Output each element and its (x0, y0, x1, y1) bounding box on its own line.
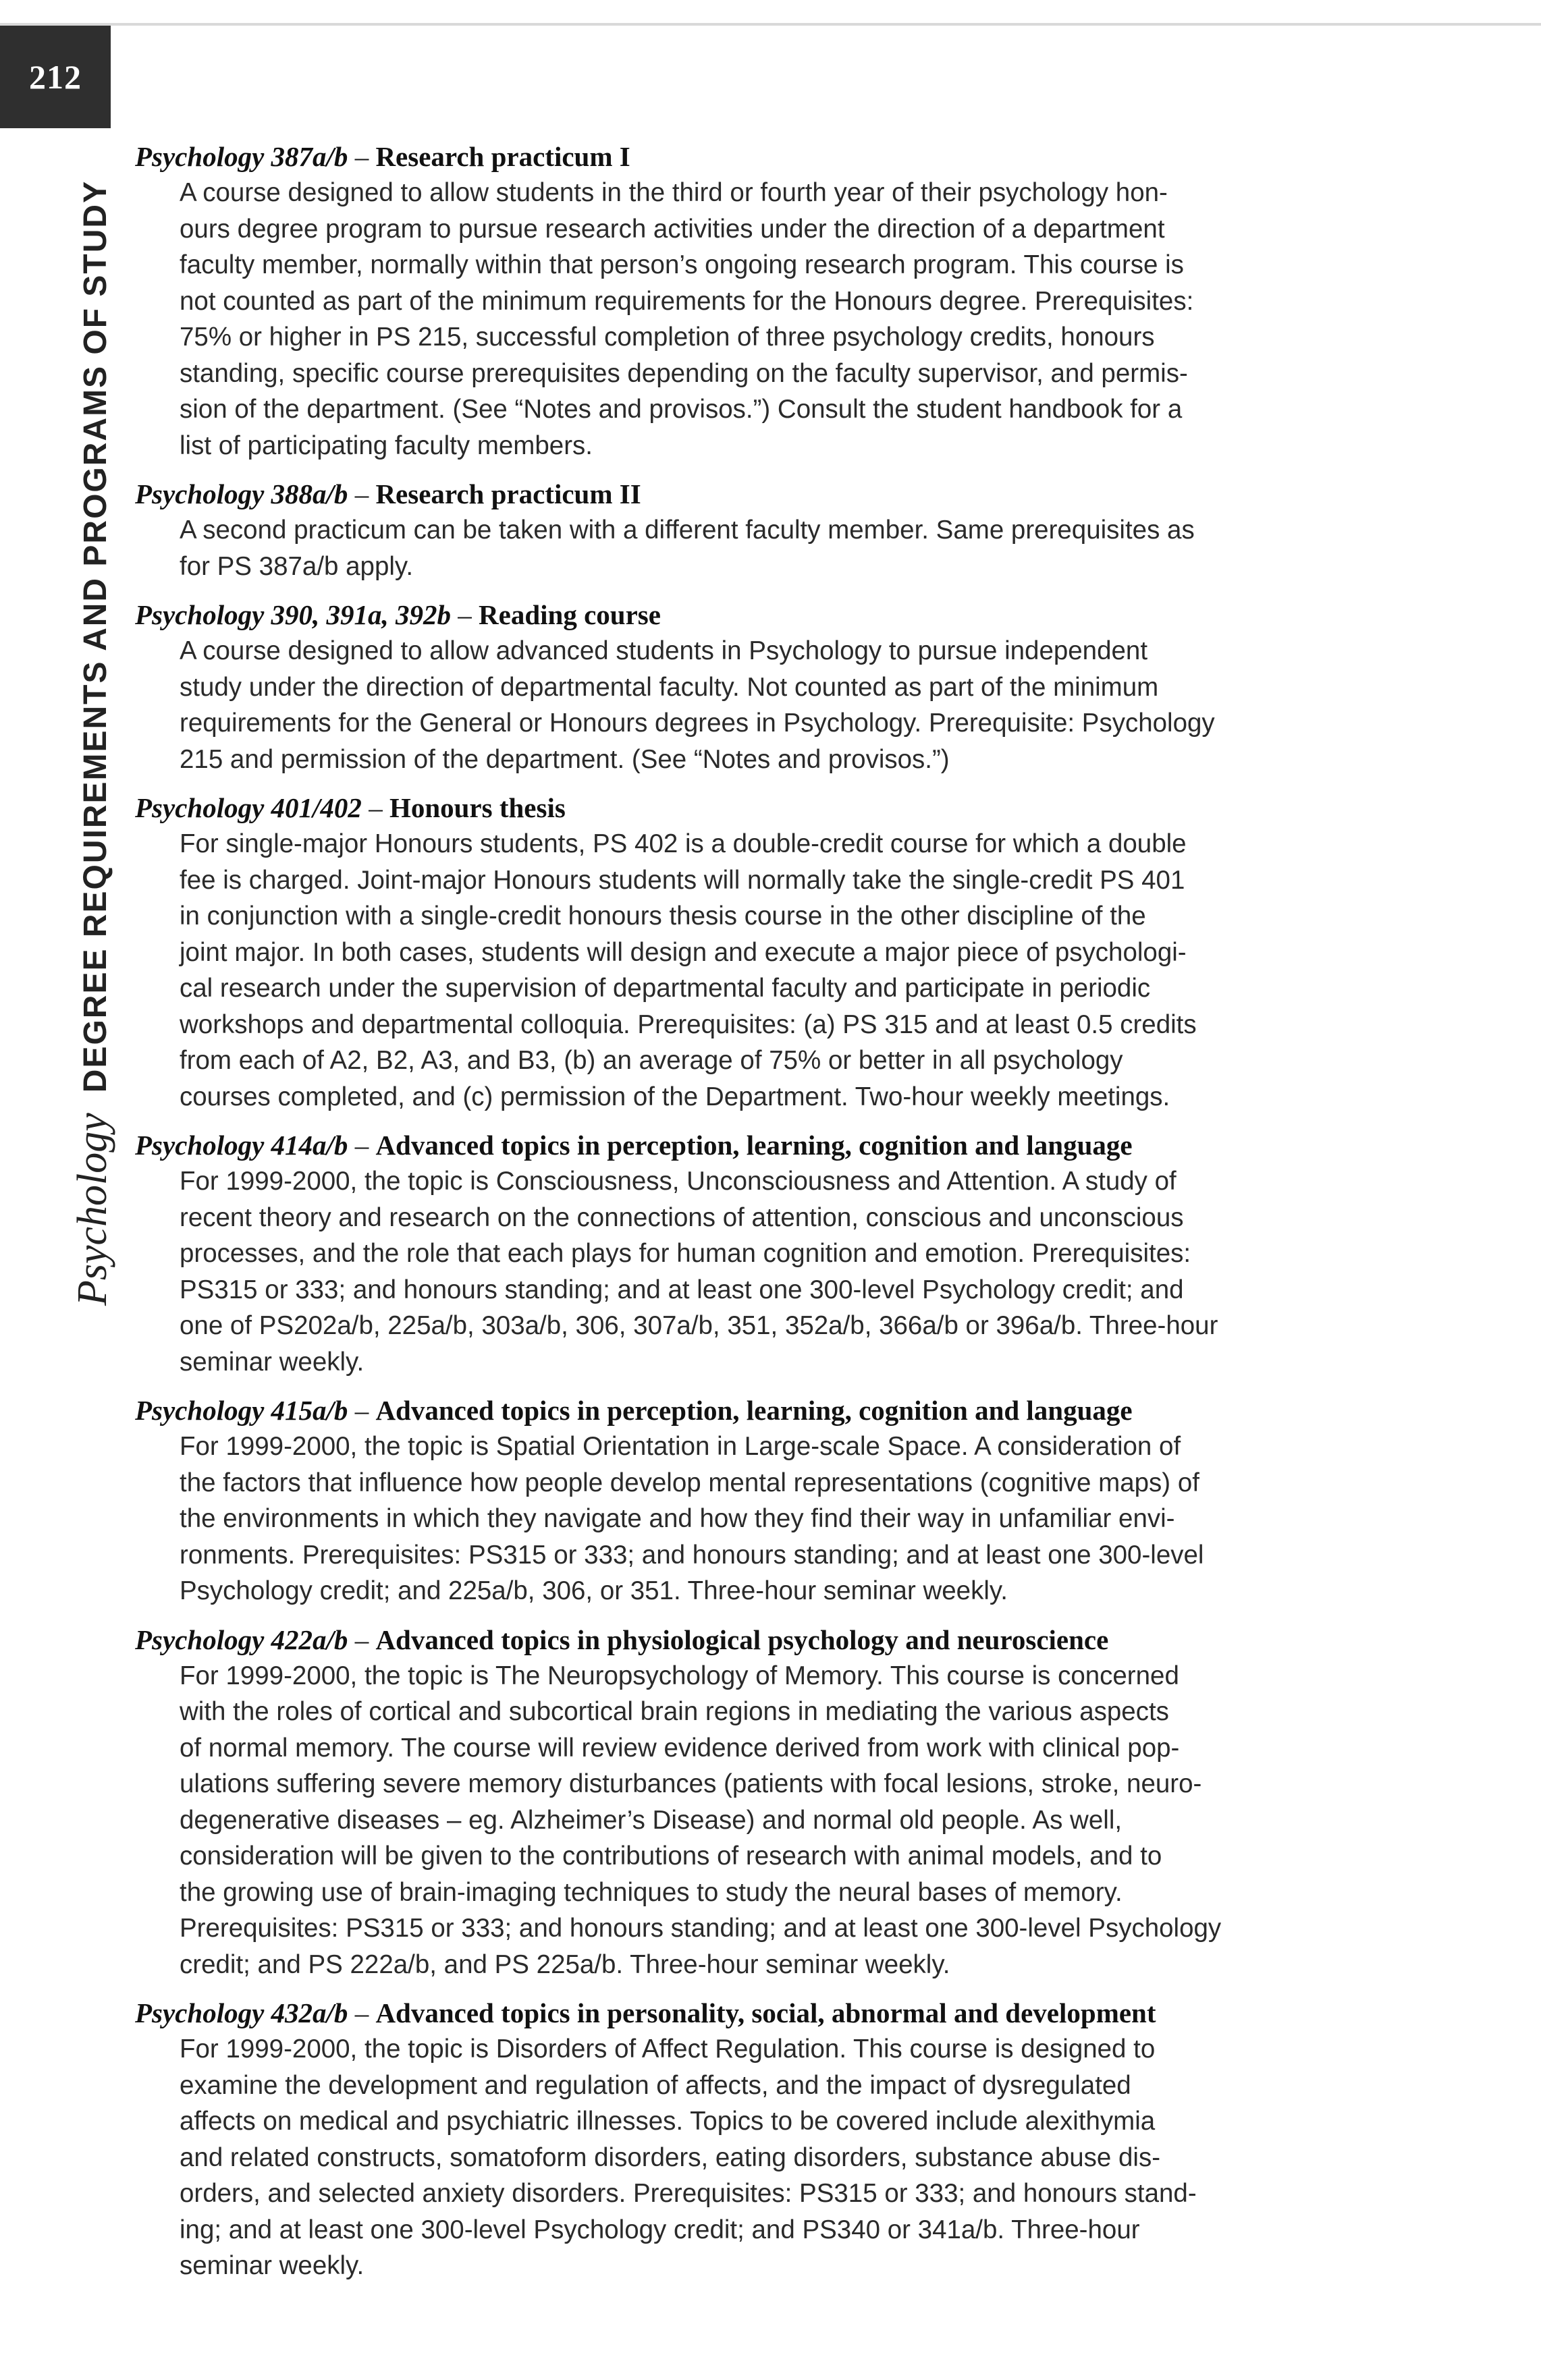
course-title: Honours thesis (389, 792, 566, 823)
course-list (135, 138, 1397, 2296)
course-entry (135, 476, 1397, 584)
course-heading (135, 476, 1397, 512)
course-title: Reading course (479, 599, 661, 630)
course-description: For single-major Honours students, PS 402 is a double-credit course for which a double fee is charged. Joint-major Honours students will normally take the single-credit PS 401 in conjunction with a single-credit honours thesis course in the other discipline of the joint major. In both cases, students will design and execute a major piece of psychologi- cal research under the supervision of departmental faculty and participate in periodic workshops and departmental colloquia. Prerequisites: (a) PS 315 and at least 0.5 credits from each of A2, B2, A3, and B3, (b) an average of 75% or better in all psychology courses completed, and (c) permission of the Department. Two-hour weekly meetings. (180, 829, 1197, 1111)
heading-dash: – (369, 792, 383, 823)
course-entry (135, 597, 1397, 777)
course-heading (135, 1392, 1397, 1429)
course-description: A second practicum can be taken with a different faculty member. Same prerequisites as for PS 387a/b apply. (180, 516, 1195, 581)
course-entry (135, 1392, 1397, 1609)
heading-dash: – (354, 1997, 369, 2028)
course-description: A course designed to allow advanced students in Psychology to pursue independent study under the direction of departmental faculty. Not counted as part of the minimum requirements for the General or Honours degrees in Psychology. Prerequisite: Psychology 215 and permission of the department. (See “Notes and provisos.”) (180, 636, 1215, 774)
course-description: For 1999-2000, the topic is The Neuropsychology of Memory. This course is concerned with the roles of cortical and subcortical brain regions in mediating the various aspects of normal memory. The course will review evidence derived from work with clinical pop- ulations suffering severe memory disturbances (patients with focal lesions, stroke, neuro- degenerative diseases – eg. Alzheimer’s Disease) and normal old people. As well, consideration will be given to the contributions of research with animal models, and to the growing use of brain-imaging techniques to study the neural bases of memory. Prerequisites: PS315 or 333; and honours standing; and at least one 300-level Psychology credit; and PS 222a/b, and PS 225a/b. Three-hour seminar weekly. (180, 1661, 1222, 1979)
course-description: For 1999-2000, the topic is Disorders of Affect Regulation. This course is designed to examine the development and regulation of affects, and the impact of dysregulated affects on medical and psychiatric illnesses. Topics to be covered include alexithymia and related constructs, somatoform disorders, eating disorders, substance abuse dis- orders, and selected anxiety disorders. Prerequisites: PS315 or 333; and honours stand- ing; and at least one 300-level Psychology credit; and PS340 or 341a/b. Three-hour seminar weekly. (180, 2035, 1197, 2280)
course-heading (135, 1127, 1397, 1163)
course-description: A course designed to allow students in the third or fourth year of their psychology hon- ours degree program to pursue research activities under the direction of a department faculty member, normally within that person’s ongoing research program. This course is not counted as part of the minimum requirements for the Honours degree. Prerequisites: 75% or higher in PS 215, successful completion of three psychology credits, honours standing, specific course prerequisites depending on the faculty supervisor, and permis- sion of the department. (See “Notes and provisos.”) Consult the student handbook for a list of participating faculty members. (180, 178, 1194, 460)
heading-dash: – (354, 1395, 369, 1426)
course-heading (135, 790, 1397, 826)
course-description: For 1999-2000, the topic is Consciousness, Unconsciousness and Attention. A study of recent theory and research on the connections of attention, conscious and unconscious processes, and the role that each plays for human cognition and emotion. Prerequisites: PS315 or 333; and honours standing; and at least one 300-level Psychology credit; and one of PS202a/b, 225a/b, 303a/b, 306, 307a/b, 351, 352a/b, 366a/b or 396a/b. Three-hour seminar weekly. (180, 1167, 1218, 1377)
heading-dash: – (354, 1130, 369, 1161)
course-entry (135, 1622, 1397, 1983)
course-number: Psychology 387a/b (135, 141, 348, 172)
course-title: Research practicum II (375, 478, 641, 509)
top-rule (0, 23, 1541, 26)
course-number: Psychology 401/402 (135, 792, 362, 823)
course-entry (135, 1995, 1397, 2284)
heading-dash: – (354, 141, 369, 172)
course-title: Advanced topics in physiological psychology and neuroscience (375, 1624, 1109, 1655)
course-number: Psychology 422a/b (135, 1624, 348, 1655)
course-entry (135, 790, 1397, 1115)
side-running-head (69, 180, 117, 1306)
course-number: Psychology 432a/b (135, 1997, 348, 2028)
course-number: Psychology 388a/b (135, 478, 348, 509)
course-number: Psychology 415a/b (135, 1395, 348, 1426)
heading-dash: – (458, 599, 472, 630)
course-heading (135, 138, 1397, 175)
course-description: For 1999-2000, the topic is Spatial Orientation in Large-scale Space. A consideration of the factors that influence how people develop mental representations (cognitive maps) of the environments in which they navigate and how they find their way in unfamiliar envi- ronments. Prerequisites: PS315 or 333; and honours standing; and at least one 300-level Psychology credit; and 225a/b, 306, or 351. Three-hour seminar weekly. (180, 1432, 1204, 1605)
course-title: Advanced topics in perception, learning, cognition and language (375, 1395, 1133, 1426)
course-heading (135, 1622, 1397, 1658)
course-heading (135, 597, 1397, 633)
page-number: 212 (0, 26, 111, 128)
course-number: Psychology 390, 391a, 392b (135, 599, 452, 630)
heading-dash: – (354, 1624, 369, 1655)
side-title: DEGREE REQUIREMENTS AND PROGRAMS OF STUDY (78, 179, 113, 1093)
course-title: Advanced topics in perception, learning, cognition and language (375, 1130, 1133, 1161)
side-subject: Psychology (70, 1113, 115, 1306)
course-entry (135, 138, 1397, 464)
heading-dash: – (354, 478, 369, 509)
course-title: Advanced topics in personality, social, abnormal and development (375, 1997, 1156, 2028)
course-entry (135, 1127, 1397, 1380)
course-number: Psychology 414a/b (135, 1130, 348, 1161)
course-heading (135, 1995, 1397, 2031)
course-title: Research practicum I (375, 141, 630, 172)
